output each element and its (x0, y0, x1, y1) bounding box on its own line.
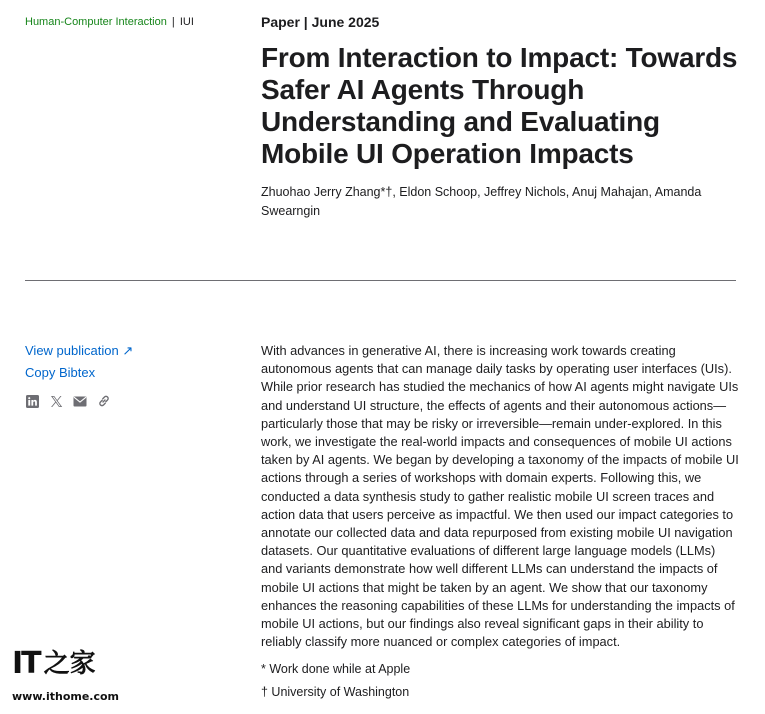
topic-breadcrumb (25, 15, 194, 29)
ithome-logo (12, 646, 118, 682)
footnote-apple: * Work done while at Apple (261, 662, 411, 676)
linkedin-icon[interactable] (25, 394, 39, 408)
topic-link[interactable]: Human-Computer Interaction (25, 16, 167, 28)
view-publication-link[interactable]: View publication ↗ (25, 343, 134, 358)
ithome-url: www.ithome.com (12, 690, 120, 703)
conference-link[interactable]: IUI (179, 16, 194, 28)
page-title: From Interaction to Impact: Towards Safer AI Agents Through Understanding and Evaluating Mobile UI Operation Impacts (261, 42, 738, 169)
publication-sidebar (25, 342, 133, 408)
ithome-logo-home: 之家 (43, 649, 96, 679)
ithome-logo-it: IT (12, 646, 40, 681)
divider (25, 280, 736, 281)
copy-bibtex-link[interactable]: Copy Bibtex (25, 365, 96, 380)
footnote-uw: † University of Washington (261, 685, 410, 699)
share-icons (25, 394, 133, 408)
mail-icon[interactable] (73, 394, 87, 408)
x-icon[interactable] (49, 394, 63, 408)
abstract: With advances in generative AI, there is increasing work towards creating autonomous agents that can manage daily tasks by operating user interfaces (UIs). While prior research has studied the mechanics of how AI agents might navigate UIs and understand UI structure, the effects of agents and their autonomous actions—particularly those that may be risky or irreversible—remain under-explored. In this work, we investigate the real-world impacts and consequences of mobile UI actions taken by AI agents. We began by developing a taxonomy of the impacts of mobile UI actions through a series of workshops with domain experts. Following this, we conducted a data synthesis study to gather realistic mobile UI screen traces and action data that users perceive as impactful. We then used our impact categories to annotate our collected data and data repurposed from existing mobile UI navigation datasets. Our quantitative evaluations of different large language models (LLMs) and variants demonstrate how well different LLMs can understand the impacts of mobile UI actions that might be taken by an agent. We show that our taxonomy enhances the reasoning capabilities of these LLMs for understanding the impacts of mobile UI actions, but our findings also reveal significant gaps in their ability to reliably classify more nuanced or complex categories of impact. (261, 343, 739, 650)
topic-separator: | (171, 16, 175, 28)
ithome-watermark (12, 646, 118, 708)
paper-meta: Paper | June 2025 (261, 14, 380, 30)
author-list: Zhuohao Jerry Zhang*†, Eldon Schoop, Jeffrey Nichols, Anuj Mahajan, Amanda Swearngin (261, 185, 702, 218)
link-icon[interactable] (97, 394, 111, 408)
